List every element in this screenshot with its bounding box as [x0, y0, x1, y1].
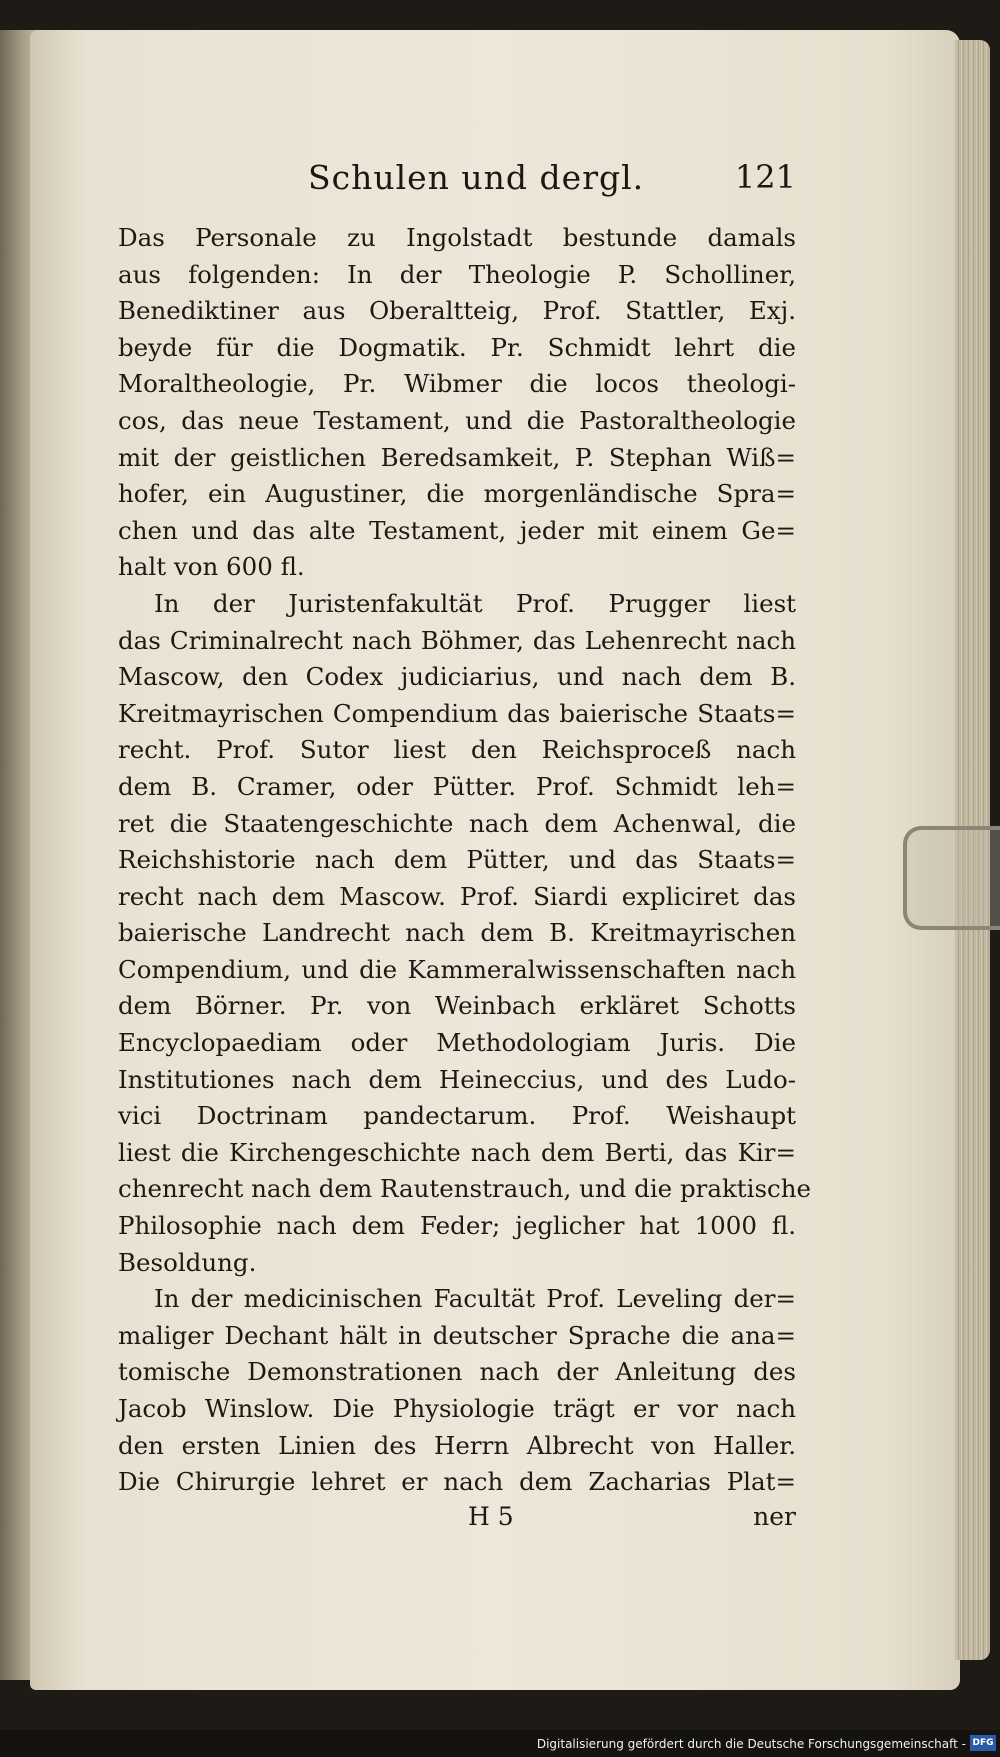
- text-line: liest die Kirchengeschichte nach dem Berti, das Kir=: [118, 1137, 796, 1167]
- dfg-logo-icon: DFG: [970, 1735, 996, 1751]
- text-line: tomische Demonstrationen nach der Anleitung des: [118, 1357, 796, 1387]
- text-line: Reichshistorie nach dem Pütter, und das Staats=: [118, 845, 796, 875]
- text-line: hofer, ein Augustiner, die morgenländische Spra=: [118, 479, 796, 509]
- text-line: Die Chirurgie lehret er nach dem Zacharias Plat=: [118, 1467, 796, 1497]
- text-line: chenrecht nach dem Rautenstrauch, und die praktische: [118, 1174, 812, 1204]
- running-head: Schulen und dergl.: [308, 158, 645, 197]
- text-line: Mascow, den Codex judiciarius, und nach dem B.: [118, 662, 796, 692]
- text-line: Das Personale zu Ingolstadt bestunde damals: [118, 223, 796, 252]
- text-line: vici Doctrinam pandectarum. Prof. Weishaupt: [118, 1101, 796, 1131]
- text-line: Institutiones nach dem Heineccius, und des Ludo-: [118, 1064, 796, 1094]
- text-line: Jacob Winslow. Die Physiologie trägt er vor nach: [118, 1394, 796, 1423]
- catchword: ner: [753, 1502, 796, 1531]
- text-line: halt von 600 fl.: [118, 552, 305, 582]
- text-line: dem Börner. Pr. von Weinbach erkläret Schotts: [118, 991, 796, 1021]
- text-line: Kreitmayrischen Compendium das baierische Staats=: [118, 698, 796, 728]
- text-line: baierische Landrecht nach dem B. Kreitmayrischen: [118, 918, 796, 948]
- funding-credit: Digitalisierung gefördert durch die Deutsche Forschungsgemeinschaft -: [536, 1737, 966, 1751]
- text-line: Compendium, und die Kammeralwissenschaften nach: [118, 954, 796, 984]
- body-text: [118, 220, 812, 1501]
- signature-mark: H 5: [468, 1502, 514, 1531]
- text-line: cos, das neue Testament, und die Pastoraltheologie: [118, 405, 796, 435]
- text-line: aus folgenden: In der Theologie P. Scholliner,: [118, 259, 796, 289]
- text-line: mit der geistlichen Beredsamkeit, P. Stephan Wiß=: [118, 442, 796, 472]
- text-line: Philosophie nach dem Feder; jeglicher hat 1000 fl.: [118, 1211, 796, 1241]
- text-line: Benediktiner aus Oberaltteig, Prof. Stattler, Exj.: [118, 296, 796, 326]
- text-line: dem B. Cramer, oder Pütter. Prof. Schmidt leh=: [118, 771, 796, 801]
- text-line: In der Juristenfakultät Prof. Prugger liest: [154, 588, 796, 618]
- text-line: das Criminalrecht nach Böhmer, das Lehenrecht nach: [118, 625, 796, 655]
- text-line: recht. Prof. Sutor liest den Reichsproceß nach: [118, 735, 796, 765]
- text-line: Moraltheologie, Pr. Wibmer die locos theologi-: [118, 369, 796, 399]
- text-line: In der medicinischen Facultät Prof. Leveling der=: [154, 1284, 796, 1314]
- text-line: maliger Dechant hält in deutscher Sprache die ana=: [118, 1320, 796, 1350]
- text-line: Encyclopaediam oder Methodologiam Juris. Die: [118, 1028, 796, 1058]
- page-footer-marks: [118, 1502, 796, 1538]
- text-line: chen und das alte Testament, jeder mit einem Ge=: [118, 515, 796, 545]
- text-line: den ersten Linien des Herrn Albrecht von Haller.: [118, 1430, 796, 1460]
- text-line: Besoldung.: [118, 1247, 257, 1277]
- page-clip: [903, 826, 1000, 930]
- page-header: [118, 158, 796, 202]
- text-line: ret die Staatengeschichte nach dem Achenwal, die: [118, 808, 796, 838]
- text-line: beyde für die Dogmatik. Pr. Schmidt lehrt die: [118, 332, 796, 362]
- page-number: 121: [734, 158, 796, 196]
- text-line: recht nach dem Mascow. Prof. Siardi expliciret das: [118, 881, 796, 911]
